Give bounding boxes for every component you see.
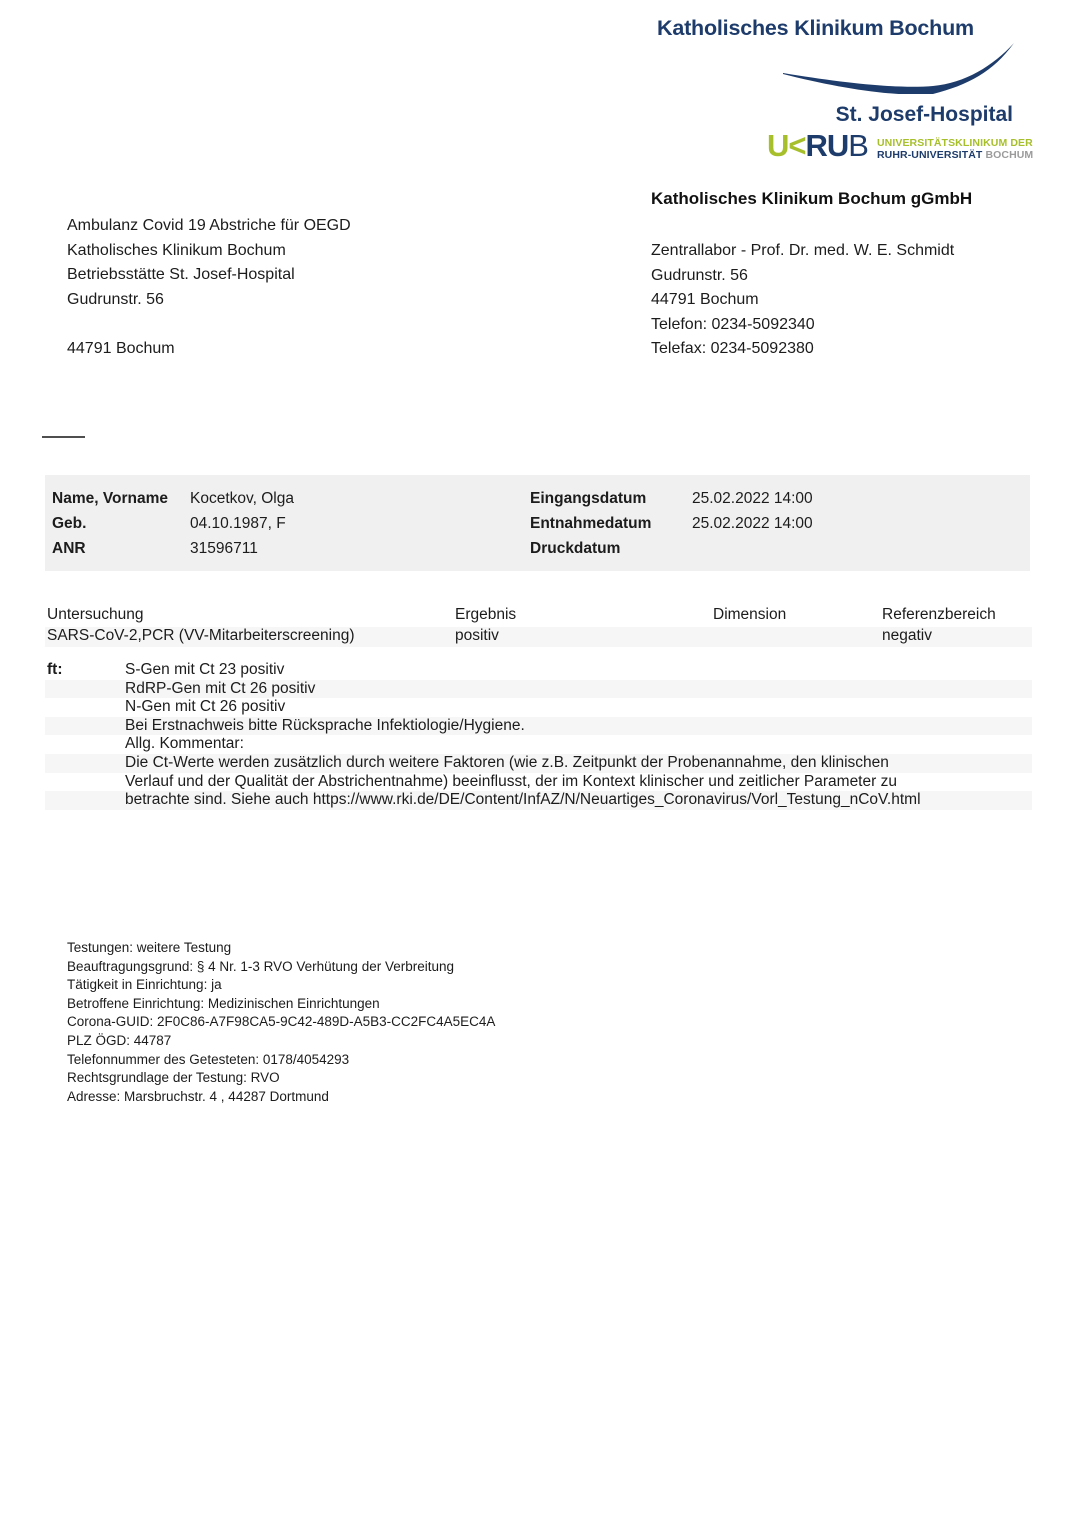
- comment-row: [45, 754, 1032, 773]
- eingangsdatum-value: 25.02.2022 14:00: [692, 490, 813, 507]
- recipient-line-blank: [67, 312, 351, 337]
- comment-line: Die Ct-Werte werden zusätzlich durch weitere Faktoren (wie z.B. Zeitpunkt der Probenannahme, den klinischen: [125, 753, 889, 771]
- recipient-address: [67, 214, 351, 362]
- sender-line: 44791 Bochum: [651, 291, 759, 309]
- patient-row: [45, 511, 1030, 536]
- results-header-row: [45, 606, 1032, 625]
- result-row: [45, 627, 1032, 647]
- comment-line: RdRP-Gen mit Ct 26 positiv: [125, 679, 316, 697]
- hospital-name: St. Josef-Hospital: [835, 103, 1013, 126]
- comment-row: [45, 773, 1032, 792]
- ukrub-b-letter: B: [848, 128, 868, 163]
- patient-name-value: Kocetkov, Olga: [190, 490, 294, 507]
- sender-line-fax: Telefax: 0234-5092380: [651, 340, 814, 358]
- sender-line: Gudrunstr. 56: [651, 266, 748, 284]
- comment-line-url: betrachte sind. Siehe auch https://www.rki.de/DE/Content/InfAZ/N/Neuartiges_Coronavirus/Vorl_Testung_nCoV.html: [125, 791, 921, 809]
- comment-row: [45, 680, 1032, 699]
- druckdatum-value: [692, 536, 1030, 561]
- metadata-plz-oegd: PLZ ÖGD: 44787: [67, 1032, 172, 1048]
- result-value: positiv: [455, 627, 499, 644]
- referenzbereich-header: Referenzbereich: [882, 606, 996, 623]
- ukrub-descriptor-bochum: BOCHUM: [985, 149, 1034, 161]
- comment-row: [45, 791, 1032, 810]
- comment-row: [45, 717, 1032, 736]
- comment-line: N-Gen mit Ct 26 positiv: [125, 698, 286, 716]
- druckdatum-label: Druckdatum: [530, 540, 621, 557]
- ukrub-descriptor-line1: UNIVERSITÄTSKLINIKUM DER: [876, 137, 1033, 149]
- geburtsdatum-label: Geb.: [52, 515, 87, 532]
- untersuchung-header: Untersuchung: [47, 606, 144, 623]
- ukrub-wordmark: [767, 129, 868, 163]
- sender-line: Zentrallabor - Prof. Dr. med. W. E. Schmidt: [651, 242, 955, 259]
- comment-block: [45, 661, 1032, 810]
- clinic-logo-text: Katholisches Klinikum Bochum: [657, 16, 974, 40]
- ukrub-k-chevron-icon: <: [788, 127, 806, 164]
- test-metadata-block: [67, 939, 495, 1106]
- ukrub-descriptor-ruhr: RUHR-UNIVERSITÄT: [876, 149, 983, 161]
- comment-row: [45, 698, 1032, 717]
- patient-info-box: [45, 475, 1030, 571]
- entnahmedatum-label: Entnahmedatum: [530, 515, 652, 532]
- comment-flag-label: ft:: [47, 661, 63, 678]
- ergebnis-header: Ergebnis: [455, 606, 517, 623]
- metadata-beauftragungsgrund: Beauftragungsgrund: § 4 Nr. 1-3 RVO Verhütung der Verbreitung: [67, 958, 455, 974]
- sender-line-phone: Telefon: 0234-5092340: [651, 315, 815, 333]
- sender-address: [651, 239, 954, 362]
- swoosh-logo-icon: [783, 42, 1015, 94]
- result-reference: negativ: [882, 627, 932, 644]
- metadata-adresse: Adresse: Marsbruchstr. 4 , 44287 Dortmund: [67, 1088, 329, 1104]
- metadata-corona-guid: Corona-GUID: 2F0C86-A7F98CA5-9C42-489D-A5B3-CC2FC4A5EC4A: [67, 1014, 496, 1030]
- comment-line: Verlauf und der Qualität der Abstrichentnahme) beeinflusst, der im Kontext klinischer und zeitlicher Parameter zu: [125, 772, 897, 790]
- patient-row: [45, 536, 1030, 561]
- metadata-telefonnummer: Telefonnummer des Getesteten: 0178/4054293: [67, 1051, 350, 1067]
- patient-row: [45, 486, 1030, 511]
- metadata-rechtsgrundlage: Rechtsgrundlage der Testung: RVO: [67, 1070, 280, 1086]
- metadata-einrichtung: Betroffene Einrichtung: Medizinischen Einrichtungen: [67, 995, 380, 1011]
- comment-line: Allg. Kommentar:: [125, 735, 244, 753]
- recipient-line: Gudrunstr. 56: [67, 290, 164, 308]
- result-test-name: SARS-CoV-2,PCR (VV-Mitarbeiterscreening): [47, 627, 355, 644]
- recipient-line: 44791 Bochum: [67, 339, 175, 357]
- recipient-line: Katholisches Klinikum Bochum: [67, 241, 286, 259]
- ukrub-descriptor-line2: [877, 149, 1033, 161]
- eingangsdatum-label: Eingangsdatum: [530, 490, 647, 507]
- metadata-testungen: Testungen: weitere Testung: [67, 940, 232, 955]
- entnahmedatum-value: 25.02.2022 14:00: [692, 515, 813, 532]
- fold-mark: [42, 436, 85, 438]
- ukrub-u-letter: U: [767, 128, 789, 163]
- dimension-header: Dimension: [713, 606, 787, 623]
- geburtsdatum-value: 04.10.1987, F: [190, 515, 286, 532]
- comment-row: [45, 735, 1032, 754]
- comment-line: S-Gen mit Ct 23 positiv: [125, 661, 285, 678]
- comment-row: [45, 661, 1032, 680]
- ukrub-ru-letters: RU: [805, 128, 849, 163]
- ukrub-descriptor: [877, 131, 1033, 161]
- anr-label: ANR: [52, 540, 86, 557]
- patient-name-label: Name, Vorname: [52, 490, 169, 507]
- recipient-line: Ambulanz Covid 19 Abstriche für OEGD: [67, 217, 351, 234]
- ukrub-logo: [767, 129, 1033, 163]
- metadata-taetigkeit: Tätigkeit in Einrichtung: ja: [67, 977, 222, 993]
- recipient-line: Betriebsstätte St. Josef-Hospital: [67, 266, 295, 284]
- anr-value: 31596711: [190, 540, 258, 557]
- comment-line: Bei Erstnachweis bitte Rücksprache Infektiologie/Hygiene.: [125, 716, 525, 734]
- sender-title: Katholisches Klinikum Bochum gGmbH: [651, 189, 973, 208]
